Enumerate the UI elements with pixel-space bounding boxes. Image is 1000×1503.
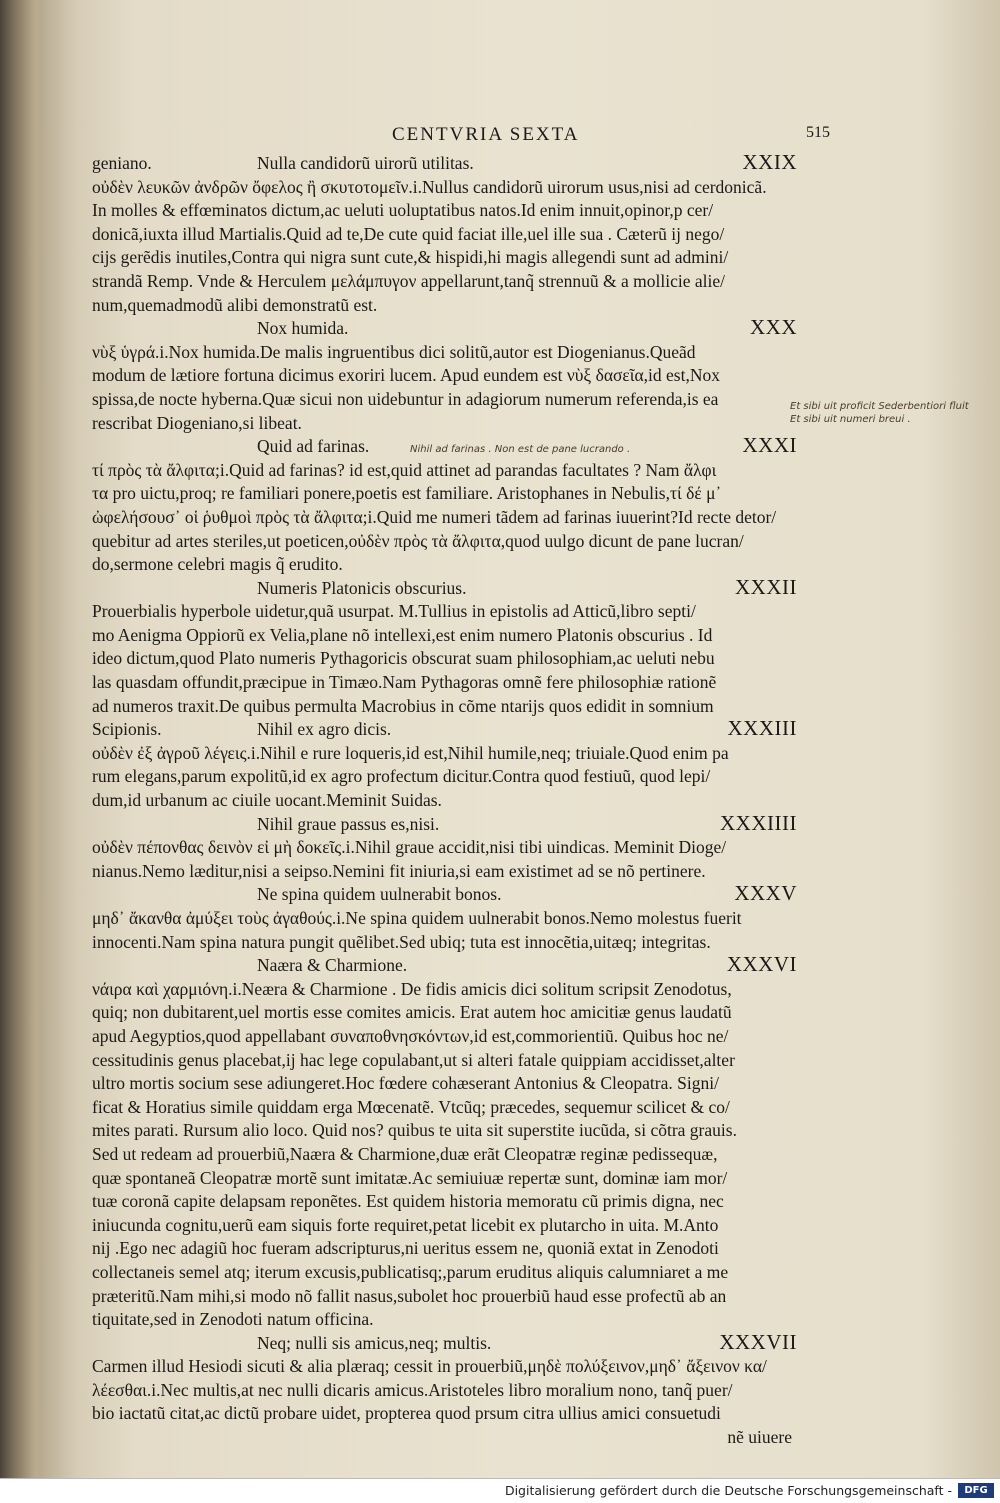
page-number: 515 bbox=[806, 124, 830, 141]
adage-number: XXXVI bbox=[726, 952, 797, 977]
adage-number: XXXI bbox=[742, 433, 797, 458]
adage-number: XXXIII bbox=[727, 716, 797, 741]
text-line: dum,id urbanum ac ciuile uocant.Meminit Suidas. bbox=[92, 790, 442, 811]
text-line: ultro mortis socium sese adiungeret.Hoc fœdere cohæserant Antonius & Cleopatra. Signi/ bbox=[92, 1073, 719, 1094]
adage-title: Nihil ex agro dicis. bbox=[257, 719, 392, 740]
adage-number: XXXIIII bbox=[720, 810, 797, 835]
text-line: ὠφελήσουσ᾽ οἱ ῥυθμοὶ πρὸς τὰ ἄλφιτα;i.Quid me numeri tãdem ad farinas iuuerint?Id recte detor/ bbox=[92, 506, 777, 527]
text-line: spissa,de nocte hyberna.Quæ sicui non uidebuntur in adagiorum numerum referenda,is ea bbox=[92, 388, 719, 409]
text-line: innocenti.Nam spina natura pungit quẽlibet.Sed ubiq; tuta est innocẽtia,uitæq; integritas. bbox=[92, 931, 711, 952]
running-head: CENTVRIA SEXTA bbox=[392, 124, 580, 145]
adage-title: Nulla candidorũ uirorũ utilitas. bbox=[257, 153, 474, 173]
footer-bar bbox=[0, 1478, 1000, 1503]
adage-title: Numeris Platonicis obscurius. bbox=[257, 577, 467, 598]
text-line: strandã Remp. Vnde & Herculem μελάμπυγον appellarunt,tanq̃ strennuũ & a mollicie alie/ bbox=[92, 270, 726, 291]
text-line: λέεσθαι.i.Nec multis,at nec nulli dicaris amicus.Aristoteles libro moralium nono, tanq̃ puer/ bbox=[92, 1379, 733, 1400]
adage-number: XXX bbox=[750, 315, 797, 340]
footer-credit-text: Digitalisierung gefördert durch die Deutsche Forschungsgemeinschaft - bbox=[504, 1483, 952, 1498]
adage-title: Quid ad farinas. bbox=[257, 436, 370, 457]
text-line: cijs gerẽdis inutiles,Contra qui nigra sunt cute,& hispidi,hi magis allegendi sunt ad admini/ bbox=[92, 247, 729, 268]
text-line: modum de lætiore fortuna dicimus exoriri lucem. Apud eundem est νὺξ δασεῖα,id est,Nox bbox=[92, 365, 720, 386]
text-line: νάιρα καὶ χαρμιόνη.i.Neæra & Charmione . De fidis amicis dici solitum scripsit Zenodotus, bbox=[92, 978, 732, 999]
adage-title: Naæra & Charmione. bbox=[257, 955, 408, 976]
adage-number: XXXII bbox=[735, 574, 797, 599]
text-line: οὐδὲν ἐξ ἀγροῦ λέγεις.i.Nihil e rure loqueris,id est,Nihil humile,neq; triuiale.Quod enim pa bbox=[92, 742, 729, 763]
handwritten-inline-note: Nihil ad farinas . Non est de pane lucrando . bbox=[410, 444, 631, 456]
adage-number: XXIX bbox=[742, 150, 797, 174]
text-line: præteritũ.Nam mihi,si modo nõ fallit nasus,subolet hoc prouerbiũ haud esse profectũ ab an bbox=[92, 1285, 727, 1306]
text-line: collectaneis semel atq; iterum excusis,publicatisq;,parum eruditus aliquis calumniaret a me bbox=[92, 1261, 729, 1282]
adage-heading bbox=[92, 150, 797, 176]
text-line: ficat & Horatius simile quiddam erga Mœcenatẽ. Vtcũq; præcedes, sequemur scilicet & co/ bbox=[92, 1096, 730, 1117]
text-line: In molles & effœminatos dictum,ac ueluti uoluptatibus natos.Id enim innuit,opinor,p cer/ bbox=[92, 200, 714, 221]
text-line: nianus.Nemo læditur,nisi a seipso.Nemini fit iniuria,si eam existimet ad se nõ pertinere. bbox=[92, 860, 706, 881]
text-line: bio iactatũ citat,ac dictũ probare uidet, propterea quod prsum citra ullius amici consuetudi bbox=[92, 1403, 721, 1424]
text-line: Carmen illud Hesiodi sicuti & alia plæraq; cessit in prouerbiũ,μηδὲ πολύξεινον,μηδ᾽ ἄξεινον κα/ bbox=[92, 1356, 767, 1377]
text-line: οὐδὲν πέπονθας δεινὸν εἰ μὴ δοκεῖς.i.Nihil graue accidit,nisi tibi uindicas. Meminit Dioge/ bbox=[92, 837, 727, 858]
text-line: quiq; non dubitarent,uel mortis esse comites amicis. Erat autem hoc amicitiæ genus laudatũ bbox=[92, 1002, 732, 1023]
text-line: mites parati. Rursum alio loco. Quid nos? quibus te uita sit superstite iucũda, si cõtra grauis. bbox=[92, 1120, 737, 1141]
text-line: Prouerbialis hyperbole uidetur,quã usurpat. M.Tullius in epistolis ad Atticũ,libro septi/ bbox=[92, 601, 696, 622]
line-start-text: Scipionis. bbox=[92, 719, 162, 740]
text-line: donicã,iuxta illud Martialis.Quid ad te,De cute quid faciat ille,uel ille sua . Cæterũ ij nego/ bbox=[92, 223, 725, 244]
text-line: las quasdam offundit,præcipue in Timæo.Nam Pythagoras omnẽ fere philosophiæ rationẽ bbox=[92, 672, 717, 693]
text-line: tuæ coronã capite delapsam reponẽtes. Est quidem historia memoratu cũ primis digna, nec bbox=[92, 1191, 724, 1212]
text-line: ideo dictum,quod Plato numeris Pythagoricis obscurat suam philosophiam,ac ueluti nebu bbox=[92, 648, 715, 669]
line-start-text: geniano. bbox=[92, 153, 152, 173]
text-line: num,quemadmodũ alibi demonstratũ est. bbox=[92, 294, 378, 315]
text-line: ad numeros traxit.De quibus permulta Macrobius in cõme ntarijs quos edidit in somnium bbox=[92, 695, 714, 716]
main-text-block bbox=[92, 150, 797, 1450]
adage-heading bbox=[92, 952, 797, 978]
text-line: νὺξ ὑγρά.i.Nox humida.De malis ingruentibus dici solitũ,autor est Diogenianus.Queãd bbox=[92, 341, 696, 362]
handwritten-margin-note: Et sibi uit proficit Sederbentiori fluit Et sibi uit numeri breui . bbox=[790, 401, 969, 425]
text-line: τα pro uictu,proq; re familiari ponere,poetis est familiare. Aristophanes in Nebulis,τί δέ μ᾽ bbox=[92, 483, 722, 504]
dfg-logo-icon: DFG bbox=[958, 1483, 994, 1498]
text-line: cessitudinis genus placebat,ij hac lege copulabant,ut si alteri fatale quippiam accidisset,alter bbox=[92, 1049, 735, 1070]
adage-title: Ne spina quidem uulnerabit bonos. bbox=[257, 884, 502, 905]
text-line: rescribat Diogeniano,si libeat. bbox=[92, 412, 302, 433]
adage-number: XXXVII bbox=[719, 1329, 797, 1354]
text-line: Sed ut redeam ad prouerbiũ,Naæra & Charmione,duæ erãt Cleopatræ reginæ pedissequæ, bbox=[92, 1143, 718, 1164]
adage-title: Nox humida. bbox=[257, 318, 349, 339]
text-line: quebitur ad artes steriles,ut poeticen,οὐδὲν πρὸς τὰ ἄλφιτα,quod uulgo dicunt de pane lucran/ bbox=[92, 530, 744, 551]
text-line: nij .Ego nec adagiũ hoc fueram adscripturus,ni ueritus essem ne, quoniã extat in Zenodoti bbox=[92, 1238, 719, 1259]
adage-heading bbox=[92, 315, 797, 341]
text-line: quæ spontaneã Cleopatræ mortẽ sunt imitatæ.Ac semiuiuæ repertæ sunt, dominæ iam mor/ bbox=[92, 1167, 728, 1188]
text-line: apud Aegyptios,quod appellabant συναποθνησκόντων,id est,commorientiũ. Quibus hoc ne/ bbox=[92, 1025, 729, 1046]
text-line: iniucunda cognitu,uerũ eam siquis forte requiret,petat licebit ex plutarcho in uita. M.Anto bbox=[92, 1214, 719, 1235]
text-line: τί πρὸς τὰ ἄλφιτα;i.Quid ad farinas? id est,quid attinet ad parandas facultates ? Nam ἄλφι bbox=[92, 459, 717, 480]
adage-heading bbox=[92, 574, 797, 601]
adage-title: Neq; nulli sis amicus,neq; multis. bbox=[257, 1332, 492, 1353]
text-line: μηδ᾽ ἄκανθα ἀμύξει τοὺς ἀγαθούς.i.Ne spina quidem uulnerabit bonos.Nemo molestus fuerit bbox=[92, 908, 742, 928]
text-line: rum elegans,parum expolitũ,id ex agro profectum dicitur.Contra quod festiuũ, quod lepi/ bbox=[92, 766, 711, 787]
adage-number: XXXV bbox=[734, 881, 797, 906]
text-line: mo Aenigma Oppiorũ ex Velia,plane nõ intellexi,est enim numero Platonis obscurius . Id bbox=[92, 624, 713, 645]
text-line: οὐδὲν λευκῶν ἀνδρῶν ὄφελος ἢ σκυτοτομεῖν.i.Nullus candidorũ uirorum usus,nisi ad cerdonicã. bbox=[92, 176, 767, 197]
text-line: tiquitate,sed in Zenodoti natum officina. bbox=[92, 1309, 374, 1330]
adage-heading bbox=[92, 881, 797, 907]
adage-heading bbox=[92, 433, 797, 459]
adage-heading bbox=[92, 1329, 797, 1356]
adage-heading bbox=[92, 810, 797, 837]
adage-heading bbox=[92, 716, 797, 742]
text-line: do,sermone celebri magis q̃ erudito. bbox=[92, 554, 343, 575]
catchword: nẽ uiuere bbox=[727, 1427, 792, 1448]
adage-title: Nihil graue passus es,nisi. bbox=[257, 813, 440, 834]
